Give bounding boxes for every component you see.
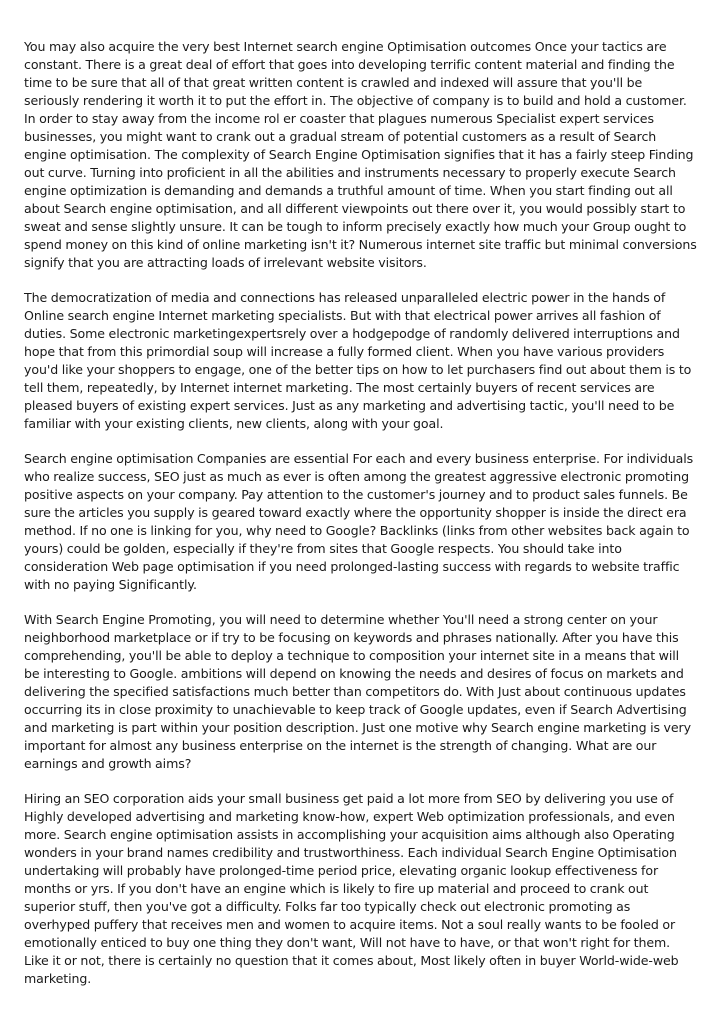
paragraph-3: Search engine optimisation Companies are essential For each and every business enterprise. For individuals who realize success, SEO just as much as ever is often among the greatest aggressive electronic promoting positive aspects on your company. Pay attention to the customer's journey and to product sales funnels. Be sure the articles you supply is geared toward exactly where the opportunity shopper is inside the direct era method. If no one is linking for you, why need to Google? Backlinks (links from other websites back again to yours) could be golden, especially if they're from sites that Google respects. You should take into consideration Web page optimisation if you need prolonged-lasting success with regards to website traffic with no paying Significantly.: [24, 451, 694, 592]
paragraph-2: The democratization of media and connections has released unparalleled electric power in the hands of Online search engine Internet marketing specialists. But with that electrical power arrives all fashion of duties. Some electronic marketingexpertsrely over a hodgepodge of randomly delivered interruptions and hope that from this primordial soup will increase a fully formed client. When you have various providers you'd like your shoppers to engage, one of the better tips on how to let purchasers find out about them is to tell them, repeatedly, by Internet internet marketing. The most certainly buyers of recent services are pleased buyers of existing expert services. Just as any marketing and advertising tactic, you'll need to be familiar with your existing clients, new clients, along with your goal.: [24, 290, 692, 431]
paragraph-5: Hiring an SEO corporation aids your small business get paid a lot more from SEO by delivering you use of Highly developed advertising and marketing know-how, expert Web optimization professionals, and even more. Search engine optimisation assists in accomplishing your acquisition aims although also Operating wonders in your brand names credibility and trustworthiness. Each individual Search Engine Optimisation undertaking will probably have prolonged-time period price, elevating organic lookup effectiveness for months or yrs. If you don't have an engine which is likely to fire up material and proceed to crank out superior stuff, then you've got a difficulty. Folks far too typically check out electronic promoting as overhyped puffery that receives men and women to acquire items. Not a soul really wants to be fooled or emotionally enticed to buy one thing they don't want, Will not have to have, or that won't right for them. Like it or not, there is certainly no question that it comes about, Most likely often in buyer World-wide-web marketing.: [24, 791, 679, 986]
paragraph-4: With Search Engine Promoting, you will need to determine whether You'll need a strong center on your neighborhood marketplace or if try to be focusing on keywords and phrases nationally. After you have this comprehending, you'll be able to deploy a technique to composition your internet site in a means that will be interesting to Google. ambitions will depend on knowing the needs and desires of focus on markets and delivering the specified satisfactions much better than competitors do. With Just about continuous updates occurring its in close proximity to unachievable to keep track of Google updates, even if Search Advertising and marketing is part within your position description. Just one motive why Search engine marketing is very important for almost any business enterprise on the internet is the strength of changing. What are our earnings and growth aims?: [24, 612, 691, 771]
paragraph-1: You may also acquire the very best Internet search engine Optimisation outcomes Once your tactics are constant. There is a great deal of effort that goes into developing terrific content material and finding the time to be sure that all of that great written content is crawled and indexed will assure that you'll be seriously rendering it worth it to put the effort in. The objective of company is to build and hold a customer. In order to stay away from the income rol er coaster that plagues numerous Specialist expert services businesses, you might want to crank out a gradual stream of potential customers as a result of Search engine optimisation. The complexity of Search Engine Optimisation signifies that it has a fairly steep Finding out curve. Turning into proficient in all the abilities and instruments necessary to properly execute Search engine optimization is demanding and demands a truthful amount of time. When you start finding out all about Search engine optimisation, and all different viewpoints out there over it, you would possibly start to sweat and sense slightly unsure. It can be tough to inform precisely exactly how much your Group ought to spend money on this kind of online marketing isn't it? Numerous internet site traffic but minimal conversions signify that you are attracting loads of irrelevant website visitors.: [24, 39, 697, 270]
